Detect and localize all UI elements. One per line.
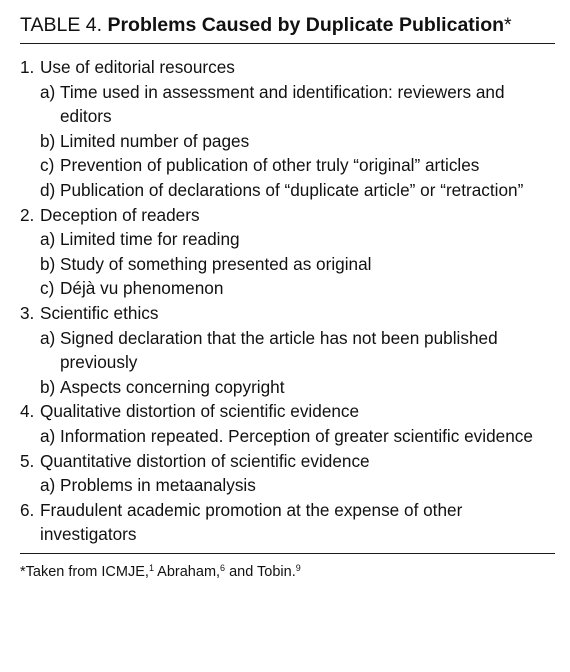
sub-item-letter: d) bbox=[40, 179, 56, 200]
sub-list bbox=[40, 326, 555, 400]
sub-list bbox=[40, 424, 555, 449]
footnote-ref-2: 6 bbox=[220, 562, 226, 573]
sub-list bbox=[40, 227, 555, 301]
sub-list-item bbox=[40, 473, 555, 498]
list-item bbox=[20, 399, 555, 448]
sub-item-letter: c) bbox=[40, 155, 55, 176]
sub-item-text: Déjà vu phenomenon bbox=[60, 278, 224, 299]
item-text: Qualitative distortion of scientific evidence bbox=[40, 401, 360, 422]
sub-item-letter: a) bbox=[40, 327, 56, 348]
sub-item-letter: b) bbox=[40, 253, 56, 274]
sub-list-item bbox=[40, 80, 555, 129]
list-item bbox=[20, 55, 555, 203]
table-title-text: Problems Caused by Duplicate Publication bbox=[107, 14, 505, 36]
footnote-suffix: and Tobin. bbox=[225, 563, 296, 580]
table-label: TABLE 4. bbox=[20, 14, 103, 36]
sub-item-letter: c) bbox=[40, 278, 55, 299]
item-number: 3. bbox=[20, 302, 35, 323]
item-number: 5. bbox=[20, 450, 35, 471]
sub-list-item bbox=[40, 153, 555, 178]
item-text: Deception of readers bbox=[40, 204, 200, 225]
sub-list-item bbox=[40, 276, 555, 301]
sub-item-letter: b) bbox=[40, 376, 56, 397]
list-item bbox=[20, 301, 555, 399]
sub-item-letter: a) bbox=[40, 81, 56, 102]
table-title bbox=[20, 12, 555, 43]
sub-list-item bbox=[40, 129, 555, 154]
sub-item-text: Time used in assessment and identification: reviewers and editors bbox=[60, 81, 505, 127]
sub-item-letter: a) bbox=[40, 229, 56, 250]
sub-list-item bbox=[40, 375, 555, 400]
sub-item-text: Problems in metaanalysis bbox=[60, 475, 256, 496]
item-text: Quantitative distortion of scientific evidence bbox=[40, 450, 370, 471]
sub-item-text: Limited time for reading bbox=[60, 229, 240, 250]
footnote-ref-3: 9 bbox=[295, 562, 301, 573]
sub-item-text: Limited number of pages bbox=[60, 130, 250, 151]
problem-list bbox=[20, 44, 555, 553]
item-text: Use of editorial resources bbox=[40, 57, 235, 77]
sub-item-text: Prevention of publication of other truly “original” articles bbox=[60, 155, 480, 176]
item-number: 1. bbox=[20, 57, 35, 77]
sub-list-item bbox=[40, 252, 555, 277]
footnote-prefix: Taken from ICMJE, bbox=[25, 563, 149, 580]
item-number: 2. bbox=[20, 204, 35, 225]
sub-item-letter: a) bbox=[40, 425, 56, 446]
sub-list bbox=[40, 473, 555, 498]
sub-list-item bbox=[40, 227, 555, 252]
sub-list bbox=[40, 80, 555, 203]
sub-item-text: Study of something presented as original bbox=[60, 253, 372, 274]
sub-list-item bbox=[40, 326, 555, 375]
table-block bbox=[20, 12, 555, 582]
footnote bbox=[20, 554, 555, 582]
sub-item-text: Aspects concerning copyright bbox=[60, 376, 285, 397]
sub-item-text: Publication of declarations of “duplicate article” or “retraction” bbox=[60, 179, 524, 200]
list-item bbox=[20, 203, 555, 301]
sub-list-item bbox=[40, 424, 555, 449]
item-number: 6. bbox=[20, 499, 35, 520]
item-text: Fraudulent academic promotion at the expense of other investigators bbox=[40, 499, 463, 545]
sub-item-text: Information repeated. Perception of greater scientific evidence bbox=[60, 425, 533, 446]
title-footnote-marker: * bbox=[504, 14, 512, 36]
sub-item-text: Signed declaration that the article has not been published previously bbox=[60, 327, 498, 373]
item-text: Scientific ethics bbox=[40, 302, 159, 323]
item-number: 4. bbox=[20, 401, 35, 422]
list-item bbox=[20, 498, 555, 547]
footnote-marker: * bbox=[20, 563, 26, 580]
sub-item-letter: a) bbox=[40, 475, 56, 496]
sub-item-letter: b) bbox=[40, 130, 56, 151]
footnote-middle: Abraham, bbox=[153, 563, 221, 580]
sub-list-item bbox=[40, 178, 555, 203]
footnote-ref-1: 1 bbox=[148, 562, 154, 573]
list-item bbox=[20, 449, 555, 498]
